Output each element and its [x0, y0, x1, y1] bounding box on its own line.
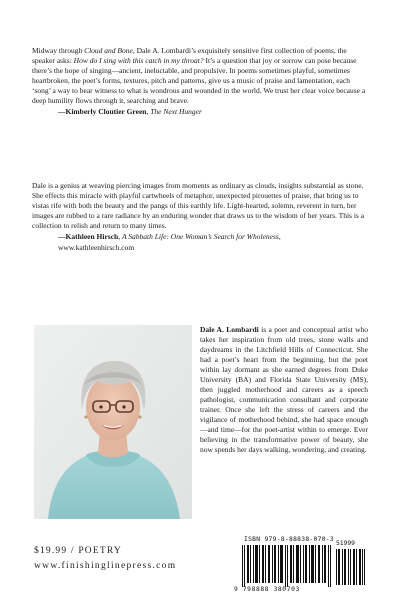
- endorsement-2: [32, 181, 368, 253]
- endorsement-1-author: —Kimberly Cloutier Green: [58, 107, 147, 116]
- publisher-website: www.finishinglinepress.com: [34, 561, 177, 571]
- author-bio: [200, 325, 368, 455]
- endorsement-1-text-b: , Dale A. Lombardi’s exquisitely sensitive first collection of poems, the speaker asks:: [32, 46, 347, 65]
- endorsement-1: [32, 46, 368, 117]
- endorsement-1-separator: ,: [146, 107, 151, 116]
- author-name: Dale A. Lombardi: [200, 325, 259, 334]
- endorsement-1-text-c: It’s a question that joy or sorrow can pose because there’s the hope of singing—ancient, ineluctable, and propulsive. In poems sometimes playful, sometimes heartbroken, the poet’s forms, textures, pitch and patterns, give us a music of praise and lamentation, each ‘song’ a way to bear witness to what is wondrous and wounded in the world. We trust her clear voice because a deep humility flows through it, searching and brave.: [32, 56, 366, 105]
- endorsement-2-text: Dale is a genius at weaving piercing images from moments as ordinary as clouds, insights substantial as stone. She effects this miracle with playful cartwheels of metaphor, unexpected pirouettes of praise, that bring us to vistas rife with both the beauty and the pangs of this earthly life. Light-hearted, solemn, reverent in turn, her images are rubbed to a rare radiance by an enduring wonder that draws us to the wisdom of her years. This is a collection to relish and return to many times.: [32, 181, 365, 230]
- price-category: $19.99 / POETRY: [34, 546, 122, 556]
- endorsement-2-work: A Sabbath Life: One Woman’s Search for Wholeness: [121, 232, 279, 241]
- author-bio-text: is a poet and conceptual artist who takes her inspiration from old trees, stone walls and daydreams in the Litchfield Hills of Connecticut. She had a poet’s heart from the beginning, but the poet within lay dormant as she earned degrees from Duke University (BA) and Florida State University (MS), then juggled motherhood and careers as a speech pathologist, communication consultant and corporate trainer. Once she left the stress of careers and the vigilance of motherhood behind, she had space enough—and time—for the poet-artist within to emerge. Ever believing in the transformative power of beauty, she now spends her days walking, wondering, and creating.: [200, 325, 369, 454]
- endorsement-1-text-a: Midway through: [32, 46, 85, 55]
- price-addon-barcode: [336, 549, 366, 585]
- endorsement-1-attribution: [58, 107, 368, 117]
- author-photo: [34, 325, 192, 519]
- ean-barcode-bars: [242, 545, 332, 587]
- endorsement-2-comma: ,: [278, 232, 281, 241]
- endorsement-2-website: www.kathleenhirsch.com: [58, 243, 135, 252]
- endorsement-1-book-title: Cloud and Bone: [84, 46, 133, 55]
- isbn-barcode: [232, 536, 368, 596]
- endorsement-2-author: —Kathleen Hirsch: [58, 232, 119, 241]
- endorsement-2-separator: ,: [118, 232, 122, 241]
- isbn-number: ISBN 979-8-88838-070-3: [244, 536, 335, 543]
- endorsement-2-attribution: [58, 232, 368, 242]
- barcode-digits: 9 798888 380703: [234, 586, 300, 593]
- author-portrait-image: [34, 325, 192, 519]
- barcode-addon-number: 51999: [336, 540, 355, 547]
- endorsement-1-work: The Next Hunger: [150, 107, 202, 116]
- endorsement-1-quote: How do I sing with this catch in my throat?: [73, 56, 204, 65]
